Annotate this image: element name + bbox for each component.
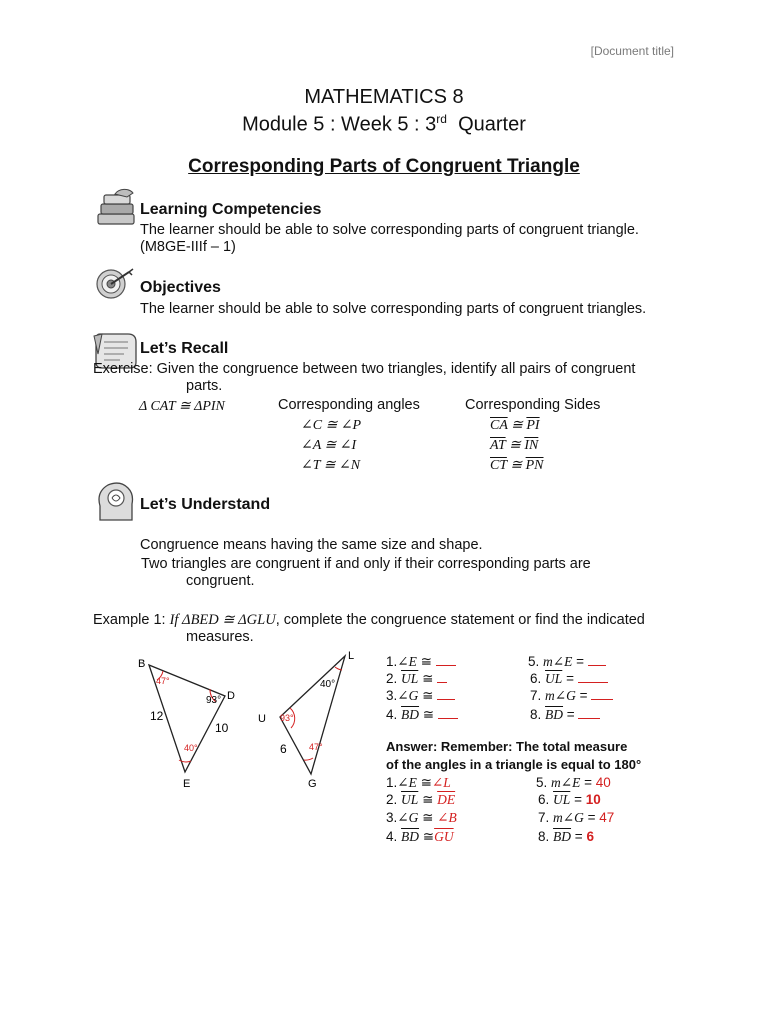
- question-5: 5. m∠E =: [528, 653, 606, 670]
- answer-6: 6. $\overline{UL} = 10$: [538, 792, 601, 807]
- question-8: 8. $\overline{BD}$ =: [530, 706, 600, 723]
- side-pair: $\overline{CA}$ ≅ $\overline{PI}$: [490, 418, 540, 433]
- learning-competencies-title: Learning Competencies: [140, 201, 322, 218]
- side-be-label: 12: [150, 709, 164, 723]
- objectives-text: The learner should be able to solve corresponding parts of congruent triangles.: [140, 301, 647, 317]
- angle-e-label: 40°: [184, 743, 198, 753]
- vertex-label-u: U: [258, 713, 266, 725]
- congruence-rule-cont: congruent.: [186, 573, 255, 589]
- triangles-figure: [130, 642, 370, 802]
- congruence-rule: Two triangles are congruent if and only if their corresponding parts are: [141, 556, 591, 572]
- answer-8: 8. $\overline{BD} = 6$: [538, 829, 594, 844]
- angle-d-label: 93°: [206, 695, 222, 706]
- angle-pair: ∠C ≅ ∠P: [301, 418, 362, 433]
- target-icon: [95, 266, 135, 302]
- angle-g-label: 47°: [309, 742, 323, 752]
- answer-5: 5. m∠E = 40: [536, 775, 611, 790]
- angle-l-label: 40°: [320, 679, 336, 690]
- question-7: 7. m∠G =: [530, 687, 613, 704]
- answer-intro: Answer: Remember: The total measure: [386, 739, 628, 754]
- vertex-label-d: D: [227, 690, 235, 702]
- corresponding-angles-header: Corresponding angles: [278, 397, 420, 413]
- lesson-topic: Corresponding Parts of Congruent Triangle: [188, 156, 580, 177]
- congruence-definition: Congruence means having the same size and shape.: [140, 537, 483, 553]
- competency-code: (M8GE-IIIf – 1): [140, 239, 236, 255]
- angle-b-label: 47°: [156, 676, 170, 686]
- example-statement: Example 1: If ΔBED ≅ ΔGLU, complete the congruence statement or find the indicated: [93, 612, 645, 628]
- lets-understand-title: Let’s Understand: [140, 496, 271, 513]
- exercise-text-cont: parts.: [186, 378, 223, 394]
- competency-text: The learner should be able to solve corresponding parts of congruent triangle.: [140, 222, 639, 238]
- vertex-label-b: B: [138, 658, 146, 670]
- congruence-statement: Δ CAT ≅ ΔPIN: [139, 399, 225, 414]
- module-title: Module 5 : Week 5 : 3rd Quarter: [242, 112, 526, 136]
- answer-2: 2. $\overline{UL}$ ≅ $\overline{DE}$: [386, 792, 456, 807]
- angle-u-label: 93°: [280, 713, 294, 723]
- answer-intro-cont: of the angles in a triangle is equal to 180°: [386, 757, 642, 772]
- corresponding-sides-header: Corresponding Sides: [465, 397, 601, 413]
- question-4: 4. $\overline{BD}$ ≅: [386, 706, 458, 723]
- side-pair: $\overline{CT}$ ≅ $\overline{PN}$: [490, 458, 544, 473]
- angle-pair: ∠T ≅ ∠N: [301, 458, 361, 473]
- vertex-label-l: L: [348, 650, 355, 662]
- subject-title: MATHEMATICS 8: [304, 86, 464, 108]
- side-ug-label: 6: [280, 742, 287, 756]
- answer-4: 4. $\overline{BD}$ $≅\overline{GU}$: [386, 829, 454, 844]
- books-icon: [95, 186, 139, 230]
- example-statement-cont: measures.: [186, 629, 254, 645]
- angle-pair: ∠A ≅ ∠I: [301, 438, 357, 453]
- question-1: 1.∠E ≅: [386, 653, 456, 670]
- question-2: 2. $\overline{UL}$ ≅: [386, 670, 447, 687]
- lets-recall-title: Let’s Recall: [140, 340, 229, 357]
- question-3: 3.∠G ≅: [386, 687, 455, 704]
- answer-7: 7. m∠G = 47: [538, 810, 615, 825]
- side-de-label: 10: [215, 721, 229, 735]
- document-title: [Document title]: [590, 44, 674, 58]
- vertex-label-g: G: [308, 778, 317, 790]
- angle-arc-g: [304, 758, 313, 760]
- vertex-label-e: E: [183, 778, 191, 790]
- question-6: 6. $\overline{UL}$ =: [530, 670, 608, 687]
- side-pair: $\overline{AT}$ ≅ $\overline{IN}$: [490, 438, 539, 453]
- answer-3: 3.∠G ≅ ∠B: [386, 810, 457, 825]
- objectives-title: Objectives: [140, 279, 221, 296]
- answer-1: 1.∠E ≅∠L: [386, 775, 451, 790]
- exercise-text: Exercise: Given the congruence between two triangles, identify all pairs of congruent: [93, 361, 636, 377]
- thinking-head-icon: [94, 480, 138, 522]
